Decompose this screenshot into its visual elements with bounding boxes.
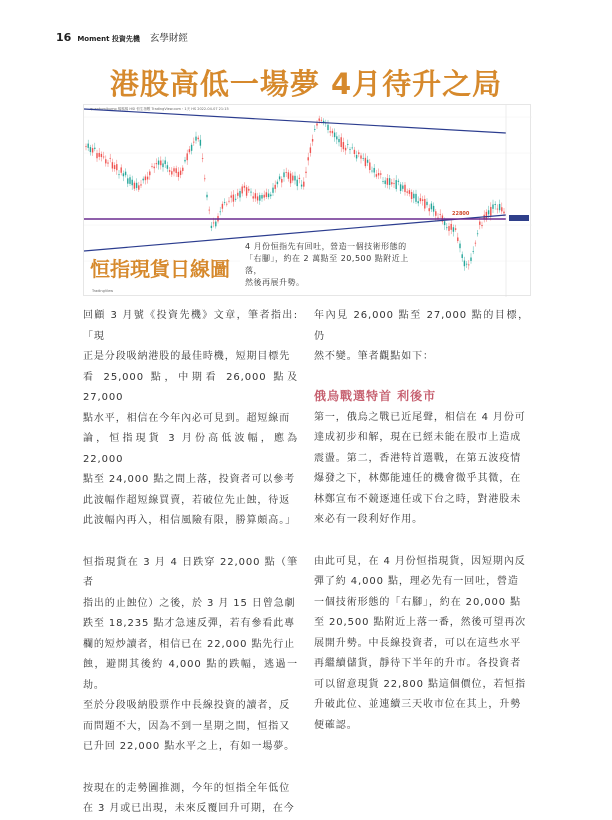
text-line: 恒指現貨在 3 月 4 日跌穿 22,000 點（筆者 [83,556,298,588]
text-line: 點水平，相信在今年內必可見到。超短線而 [83,412,291,424]
candle-body [145,176,146,180]
candle-body [433,206,434,212]
candle-body [125,172,126,176]
candle-body [308,157,309,160]
candle-body [270,194,271,196]
candle-body [259,195,260,201]
text-line: 論，恒指現貨 3 月份高低波幅，應為 22,000 [83,433,298,465]
text-line: 看 25,000 點，中期看 26,000 點及 27,000 [83,371,298,403]
page-number: 16 [56,31,72,44]
candle-body [411,192,412,199]
candle-body [495,204,496,205]
chart-caption: 恒指現貨日線圖 [90,257,230,281]
text-line: 蝕，避開其後約 4,000 點的跌幅，逃過一劫。 [83,659,298,691]
candle-body [400,184,401,191]
candle-body [448,226,449,231]
text-line: 爆發之下，林鄭能連任的機會微乎其微，在 [314,473,522,484]
candle-body [462,254,463,258]
candle-body [385,181,386,185]
candle-body [288,172,289,178]
candle-body [466,264,467,265]
candle-body [215,222,216,227]
text-line: 達成初步和解，現在已經未能在股市上造成 [314,432,522,443]
candle-body [409,190,410,194]
candle-body [235,199,236,200]
candle-body [184,160,185,162]
candle-body [206,195,207,198]
candle-body [140,184,141,185]
candle-body [499,204,500,210]
text-line: 已升回 22,000 點水平之上，有如一場夢。 [83,741,296,752]
candle-body [393,183,394,184]
candle-body [237,193,238,196]
candle-body [356,155,357,158]
candle-body [481,225,482,226]
candle-body [426,202,427,205]
candle-body [440,214,441,215]
candle-body [264,195,265,198]
candle-body [305,172,306,173]
candle-body [283,172,284,177]
subheading: 俄烏戰選特首 利後市 [314,388,437,403]
candle-body [358,152,359,154]
candle-body [222,204,223,209]
candle-body [191,145,192,151]
candle-body [171,171,172,174]
paragraph-april [314,552,529,737]
candle-body [475,243,476,244]
paragraph-outlook [83,779,298,820]
candle-body [492,204,493,208]
candle-body [105,159,106,163]
candle-body [103,157,104,158]
candle-body [387,178,388,185]
candle-body [233,195,234,202]
candle-body [314,129,315,130]
candle-body [85,146,86,147]
candle-body [134,183,135,189]
tradingview-watermark: TradingView [92,289,114,293]
candle-body [424,199,425,209]
candle-body [453,227,454,231]
candle-body [429,208,430,211]
text-line: 回顧 3 月號《投資先機》文章，筆者指出:「現 [83,310,298,342]
candle-body [138,185,139,189]
candle-body [211,226,212,228]
text-line: 正是分段吸納港股的最佳時機，短期目標先 [83,351,291,362]
candle-body [224,202,225,203]
candle-body [272,188,273,193]
text-line: 第一，俄烏之戰已近尾聲，相信在 4 月份可 [314,411,526,423]
annotation-line: 然後再展升勢。 [245,278,305,287]
article-title: 港股高低一場夢 4月待升之局 [109,67,503,101]
candle-body [310,147,311,153]
candle-body [369,162,370,170]
chart-toolbar-text: quantum/kumo 嗎嗎嗎 HSI 恒生指數 TradingView.com・1天 HS 2022-04-07 21:15 [90,107,229,111]
candle-body [162,163,163,167]
candle-body [246,187,247,196]
text-line: 展開升勢。中長線投資者，可以在這些水平 [314,637,522,649]
candle-body [198,138,199,139]
candle-body [266,192,267,197]
paragraph-march [83,553,298,758]
annotation-line: 「右腳」，約在 2 萬點至 20,500 點附近上落， [245,254,409,275]
text-line: 此波幅內再入，相信風險有限，勝算頗高。」 [83,515,296,526]
candle-body [239,191,240,198]
candle-body [253,196,254,198]
candle-body [213,223,214,224]
candle-body [345,148,346,151]
candle-body [352,147,353,148]
candle-body [349,149,350,150]
candle-body [228,201,229,202]
candle-body [101,154,102,157]
candle-body [473,251,474,252]
candle-body [200,140,201,146]
candle-body [277,182,278,184]
candle-body [378,173,379,175]
candle-body [479,222,480,225]
candle-body [312,139,313,142]
text-line: 跌至 18,235 點才急速反彈，若有參看此專 [83,618,296,629]
candle-body [497,209,498,210]
candle-body [209,210,210,211]
text-line: 在 3 月或已出現，未來反覆回升可期，在今 [83,803,295,814]
left-column [83,306,298,820]
candle-body [294,176,295,181]
candle-body [404,185,405,192]
candle-body [413,194,414,199]
candle-body [490,207,491,216]
text-line: 指出的止蝕位）之後，於 3 月 15 日曾急劇 [83,597,296,609]
text-line: 一個技術形態的「右腳」，約在 20,000 點 [314,596,522,608]
candle-body [303,182,304,187]
candle-body [365,158,366,166]
candle-body [244,186,245,188]
candle-body [110,158,111,159]
upper-trendline [84,109,506,133]
candle-body [354,150,355,154]
candle-body [299,178,300,179]
candle-body [402,186,403,189]
candle-body [431,204,432,210]
candle-body [107,163,108,164]
candle-body [371,171,372,172]
text-line: 來必有一段利好作用。 [314,514,423,525]
candle-body [446,227,447,228]
candle-body [332,131,333,133]
candle-body [165,160,166,164]
candle-body [114,165,115,169]
candle-body [176,168,177,173]
candle-body [268,194,269,198]
candle-body [160,161,161,166]
candle-body [257,196,258,200]
candle-body [90,147,91,152]
candle-body [360,155,361,158]
candle-body [173,168,174,171]
candle-body [143,179,144,181]
candle-body [398,181,399,182]
candle-body [195,137,196,141]
current-price-marker [509,215,529,221]
chart-annotation [240,240,420,287]
candle-body [334,133,335,138]
candle-body [149,171,150,175]
candle-body [455,228,456,230]
paragraph-factors [314,408,529,531]
candle-body [407,191,408,192]
candle-body [319,118,320,120]
candle-body [281,179,282,183]
candle-body [242,186,243,193]
candle-body [151,166,152,167]
candle-body [158,161,159,165]
candle-body [136,183,137,188]
candle-body [275,185,276,189]
candle-body [382,181,383,182]
candle-body [127,178,128,183]
level-label-22800: 22800 [452,211,470,217]
candle-body [389,178,390,185]
candle-body [154,167,155,169]
candle-body [468,264,469,265]
candle-body [435,211,436,215]
candle-body [220,211,221,212]
candle-body [226,204,227,205]
right-column [314,306,529,736]
candle-body [301,185,302,187]
candle-body [286,172,287,173]
text-line: 再繼續儲貨，靜待下半年的升市。各投資者 [314,658,522,669]
candle-body [169,170,170,172]
candle-body [88,144,89,148]
text-line: 可以留意現貨 22,800 點這個價位，若恒指 [314,678,527,690]
candle-body [470,258,471,261]
annotation-line: 4 月份恒指先有回吐，營造一個技術形態的 [245,242,407,251]
candle-body [156,163,157,164]
candle-body [202,158,203,159]
candle-body [147,177,148,180]
candle-body [457,237,458,241]
candle-body [193,142,194,143]
candle-body [338,139,339,142]
text-line: 林鄭宣布不競逐連任或下台之時，對港股未 [314,493,522,505]
candle-body [231,195,232,197]
candle-body [129,177,130,184]
candle-body [99,153,100,157]
candle-body [464,261,465,267]
text-line: 此波幅作超短線買賣，若破位先止蝕，待返 [83,494,291,506]
candle-body [261,195,262,199]
text-line: 然不變。筆者觀點如下： [314,351,434,362]
candle-body [343,142,344,149]
candle-body [292,176,293,181]
text-line: 至於分段吸納股票作中長線投資的讀者，反 [83,700,291,711]
candle-body [451,224,452,230]
paragraph-continued [314,306,529,368]
magazine-name: Moment 投資先機 [77,35,140,43]
candle-body [367,160,368,163]
candle-body [380,173,381,174]
text-line: 升破此位、並連續三天收市位在其上，升勢 [314,699,522,710]
candle-body [250,192,251,193]
candle-body [316,123,317,125]
text-line: 由此可見，在 4 月份恒指現貨，因短期內反 [314,555,526,567]
candle-body [118,174,119,175]
text-line: 按現在的走勢圖推測，今年的恒指全年低位 [83,782,291,794]
candle-body [178,172,179,177]
candle-body [327,125,328,130]
section-name: 玄學財經 [149,33,188,44]
text-line: 而問題不大，因為不到一星期之間，恒指又 [83,720,291,732]
candle-body [444,221,445,225]
candle-body [187,153,188,160]
candle-body [112,162,113,168]
candle-body [420,198,421,201]
candle-body [341,137,342,147]
page-header [56,30,188,46]
candle-body [391,182,392,184]
candle-body [132,180,133,186]
text-line: 點至 24,000 點之間上落，投資者可以參考 [83,474,296,485]
text-line: 便確認。 [314,719,358,731]
candle-body [297,180,298,186]
candle-body [321,120,322,121]
candle-body [290,173,291,183]
candle-body [180,171,181,175]
candle-body [94,148,95,149]
candle-body [477,233,478,234]
candle-body [347,144,348,145]
candle-body [182,168,183,171]
candle-body [248,189,249,191]
candle-body [459,244,460,249]
candle-body [376,174,377,177]
candle-body [255,193,256,198]
candle-body [189,149,190,152]
candle-body [415,194,416,202]
candle-body [422,199,423,201]
candle-body [396,180,397,189]
candle-body [123,173,124,176]
text-line: 彈了約 4,000 點，理必先有一回吐，營造 [314,576,519,587]
text-line: 欄的短炒讀者，相信已在 22,000 點先行止 [83,638,296,650]
text-line: 至 20,500 點附近上落一番，然後可望再次 [314,617,527,628]
candle-body [121,167,122,172]
candle-body [330,131,331,132]
candle-body [501,207,502,211]
candle-body [116,164,117,170]
candle-body [503,212,504,214]
candle-body [418,201,419,203]
candle-body [279,176,280,179]
candle-body [92,148,93,152]
candle-body [374,168,375,173]
text-line: 震盪。第二，香港特首選戰，在第五波疫情 [314,452,522,464]
paragraph-review [83,306,298,532]
candle-body [167,165,168,169]
candle-body [336,136,337,139]
candle-body [488,210,489,214]
text-line: 年內見 26,000 點至 27,000 點的目標，仍 [314,310,529,342]
candle-body [96,153,97,158]
candle-body [363,158,364,159]
candle-body [204,178,205,179]
